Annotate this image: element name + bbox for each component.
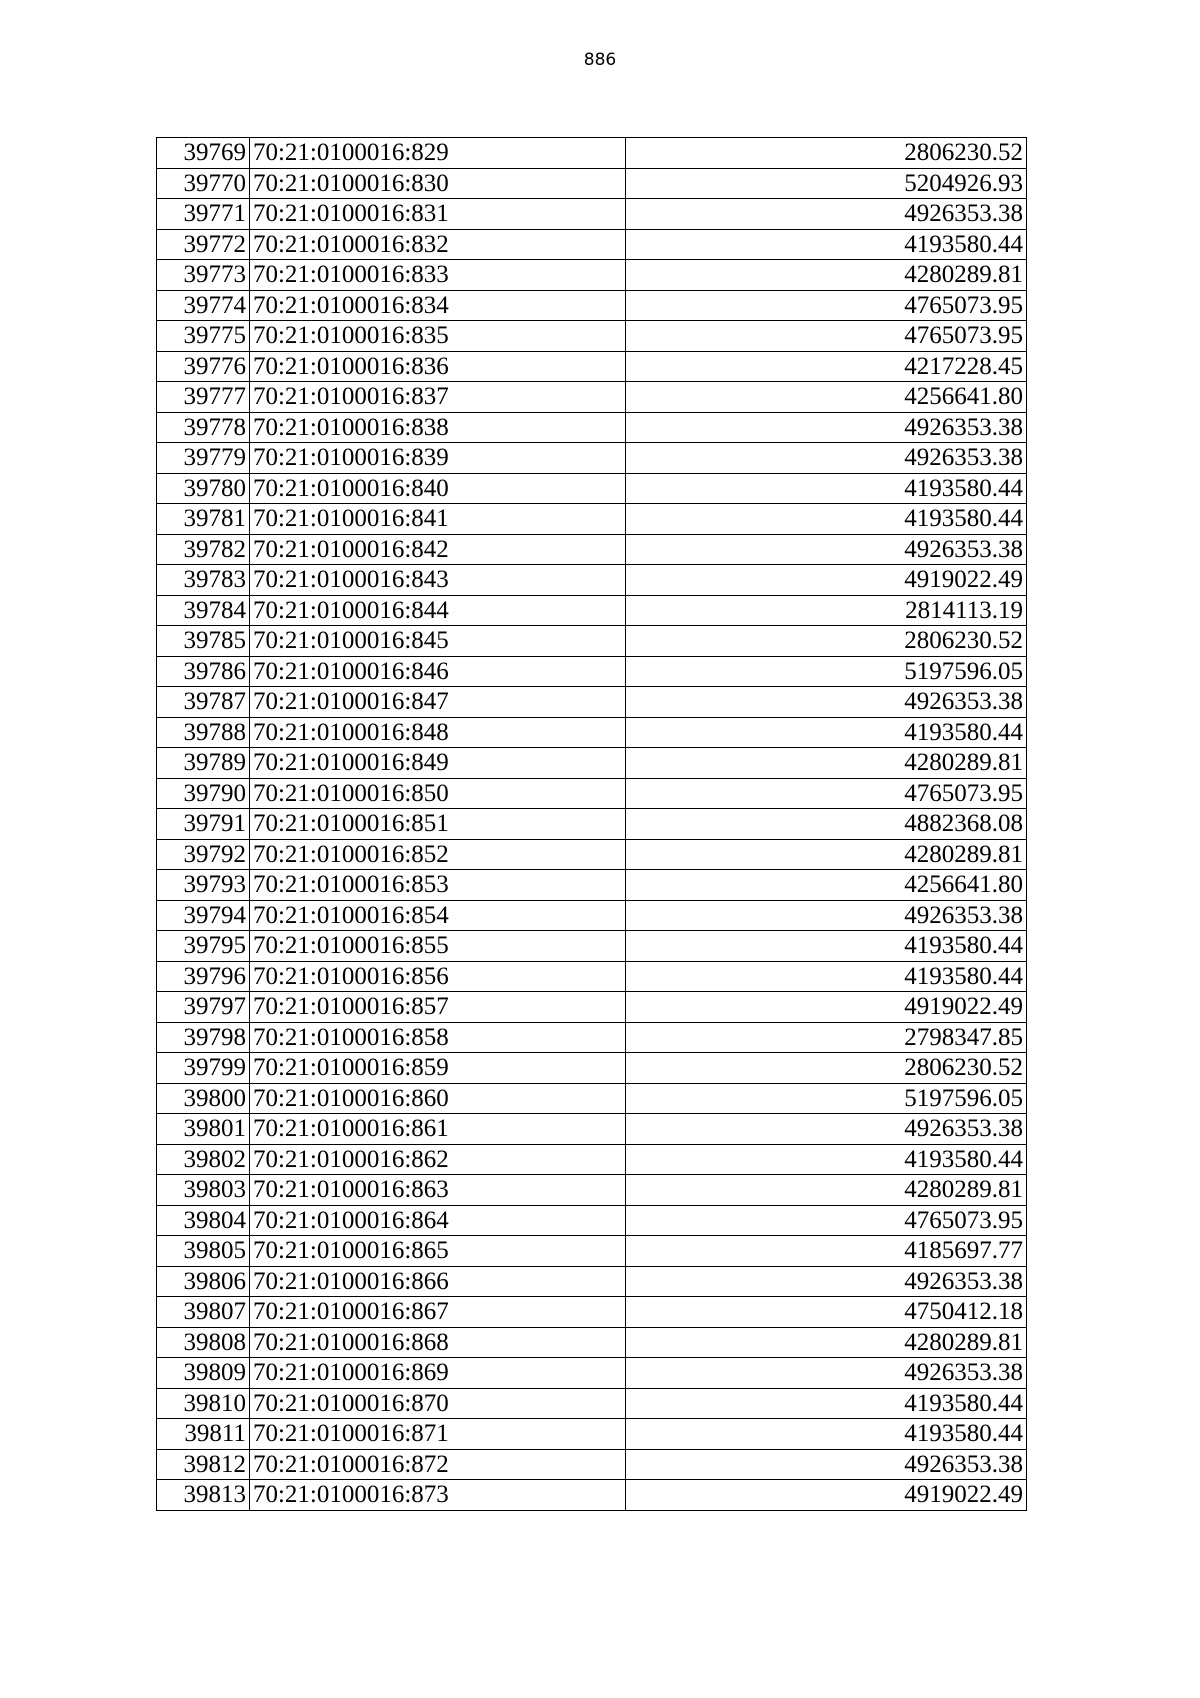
cadastral-value-cell: 4193580.44 [625, 717, 1026, 748]
table-row [157, 534, 1027, 565]
table-row [157, 229, 1027, 260]
cadastral-value-cell: 4256641.80 [625, 382, 1026, 413]
cadastral-number-cell: 70:21:0100016:842 [249, 534, 625, 565]
row-number-cell: 39801 [157, 1114, 250, 1145]
row-number-cell: 39774 [157, 290, 250, 321]
cadastral-number-cell: 70:21:0100016:850 [249, 778, 625, 809]
cadastral-value-cell: 4750412.18 [625, 1297, 1026, 1328]
table-row [157, 656, 1027, 687]
cadastral-number-cell: 70:21:0100016:869 [249, 1358, 625, 1389]
table-row [157, 351, 1027, 382]
cadastral-value-cell: 4193580.44 [625, 504, 1026, 535]
cadastral-number-cell: 70:21:0100016:830 [249, 168, 625, 199]
cadastral-number-cell: 70:21:0100016:864 [249, 1205, 625, 1236]
table-row [157, 504, 1027, 535]
table-row [157, 626, 1027, 657]
cadastral-value-cell: 4193580.44 [625, 1419, 1026, 1450]
table-row [157, 595, 1027, 626]
table-row [157, 1358, 1027, 1389]
row-number-cell: 39792 [157, 839, 250, 870]
row-number-cell: 39807 [157, 1297, 250, 1328]
cadastral-number-cell: 70:21:0100016:858 [249, 1022, 625, 1053]
cadastral-value-cell: 4217228.45 [625, 351, 1026, 382]
table-row [157, 1114, 1027, 1145]
row-number-cell: 39799 [157, 1053, 250, 1084]
cadastral-value-cell: 4193580.44 [625, 1144, 1026, 1175]
table-row [157, 290, 1027, 321]
table-row [157, 1053, 1027, 1084]
cadastral-value-cell: 4765073.95 [625, 1205, 1026, 1236]
cadastral-number-cell: 70:21:0100016:833 [249, 260, 625, 291]
cadastral-value-cell: 4280289.81 [625, 1175, 1026, 1206]
row-number-cell: 39780 [157, 473, 250, 504]
page-number: 886 [583, 50, 617, 70]
cadastral-value-cell: 4926353.38 [625, 900, 1026, 931]
cadastral-number-cell: 70:21:0100016:845 [249, 626, 625, 657]
cadastral-value-cell: 4882368.08 [625, 809, 1026, 840]
table-row [157, 1297, 1027, 1328]
cadastral-value-cell: 2806230.52 [625, 1053, 1026, 1084]
cadastral-number-cell: 70:21:0100016:849 [249, 748, 625, 779]
cadastral-value-cell: 4765073.95 [625, 290, 1026, 321]
row-number-cell: 39804 [157, 1205, 250, 1236]
cadastral-number-cell: 70:21:0100016:843 [249, 565, 625, 596]
table-row [157, 992, 1027, 1023]
cadastral-value-cell: 4926353.38 [625, 443, 1026, 474]
row-number-cell: 39790 [157, 778, 250, 809]
cadastral-number-cell: 70:21:0100016:859 [249, 1053, 625, 1084]
row-number-cell: 39787 [157, 687, 250, 718]
cadastral-number-cell: 70:21:0100016:846 [249, 656, 625, 687]
cadastral-value-cell: 4193580.44 [625, 473, 1026, 504]
cadastral-number-cell: 70:21:0100016:857 [249, 992, 625, 1023]
cadastral-number-cell: 70:21:0100016:834 [249, 290, 625, 321]
cadastral-number-cell: 70:21:0100016:832 [249, 229, 625, 260]
cadastral-number-cell: 70:21:0100016:868 [249, 1327, 625, 1358]
cadastral-number-cell: 70:21:0100016:829 [249, 138, 625, 169]
cadastral-number-cell: 70:21:0100016:863 [249, 1175, 625, 1206]
cadastral-value-cell: 4765073.95 [625, 321, 1026, 352]
cadastral-value-cell: 4926353.38 [625, 687, 1026, 718]
cadastral-value-cell: 4926353.38 [625, 412, 1026, 443]
table-row [157, 565, 1027, 596]
table-row [157, 1236, 1027, 1267]
cadastral-number-cell: 70:21:0100016:855 [249, 931, 625, 962]
row-number-cell: 39793 [157, 870, 250, 901]
row-number-cell: 39791 [157, 809, 250, 840]
cadastral-number-cell: 70:21:0100016:838 [249, 412, 625, 443]
cadastral-value-cell: 4926353.38 [625, 1266, 1026, 1297]
table-row [157, 717, 1027, 748]
cadastral-value-table [156, 137, 1027, 1511]
row-number-cell: 39789 [157, 748, 250, 779]
table-row [157, 168, 1027, 199]
row-number-cell: 39795 [157, 931, 250, 962]
cadastral-number-cell: 70:21:0100016:856 [249, 961, 625, 992]
row-number-cell: 39770 [157, 168, 250, 199]
cadastral-value-cell: 4926353.38 [625, 1114, 1026, 1145]
table-row [157, 1327, 1027, 1358]
cadastral-value-cell: 4926353.38 [625, 1358, 1026, 1389]
row-number-cell: 39812 [157, 1449, 250, 1480]
cadastral-value-cell: 5204926.93 [625, 168, 1026, 199]
cadastral-number-cell: 70:21:0100016:835 [249, 321, 625, 352]
row-number-cell: 39798 [157, 1022, 250, 1053]
cadastral-value-cell: 4280289.81 [625, 839, 1026, 870]
table-row [157, 412, 1027, 443]
table-row [157, 809, 1027, 840]
row-number-cell: 39808 [157, 1327, 250, 1358]
row-number-cell: 39769 [157, 138, 250, 169]
cadastral-value-cell: 4926353.38 [625, 534, 1026, 565]
row-number-cell: 39782 [157, 534, 250, 565]
row-number-cell: 39800 [157, 1083, 250, 1114]
table-row [157, 870, 1027, 901]
row-number-cell: 39802 [157, 1144, 250, 1175]
table-row [157, 1480, 1027, 1511]
table-row [157, 1022, 1027, 1053]
table-row [157, 778, 1027, 809]
row-number-cell: 39778 [157, 412, 250, 443]
table-row [157, 931, 1027, 962]
row-number-cell: 39788 [157, 717, 250, 748]
row-number-cell: 39811 [157, 1419, 250, 1450]
table-row [157, 1266, 1027, 1297]
table-row [157, 1449, 1027, 1480]
table-row [157, 321, 1027, 352]
cadastral-value-cell: 4256641.80 [625, 870, 1026, 901]
row-number-cell: 39775 [157, 321, 250, 352]
cadastral-number-cell: 70:21:0100016:861 [249, 1114, 625, 1145]
cadastral-value-cell: 5197596.05 [625, 656, 1026, 687]
row-number-cell: 39773 [157, 260, 250, 291]
cadastral-value-cell: 5197596.05 [625, 1083, 1026, 1114]
cadastral-value-cell: 4185697.77 [625, 1236, 1026, 1267]
cadastral-value-cell: 4919022.49 [625, 565, 1026, 596]
row-number-cell: 39785 [157, 626, 250, 657]
row-number-cell: 39805 [157, 1236, 250, 1267]
row-number-cell: 39809 [157, 1358, 250, 1389]
cadastral-number-cell: 70:21:0100016:871 [249, 1419, 625, 1450]
cadastral-number-cell: 70:21:0100016:837 [249, 382, 625, 413]
cadastral-number-cell: 70:21:0100016:870 [249, 1388, 625, 1419]
row-number-cell: 39797 [157, 992, 250, 1023]
cadastral-number-cell: 70:21:0100016:872 [249, 1449, 625, 1480]
row-number-cell: 39794 [157, 900, 250, 931]
table-row [157, 1144, 1027, 1175]
cadastral-value-cell: 4280289.81 [625, 260, 1026, 291]
row-number-cell: 39784 [157, 595, 250, 626]
cadastral-number-cell: 70:21:0100016:841 [249, 504, 625, 535]
cadastral-number-cell: 70:21:0100016:851 [249, 809, 625, 840]
cadastral-number-cell: 70:21:0100016:862 [249, 1144, 625, 1175]
cadastral-value-cell: 2798347.85 [625, 1022, 1026, 1053]
cadastral-number-cell: 70:21:0100016:848 [249, 717, 625, 748]
cadastral-number-cell: 70:21:0100016:840 [249, 473, 625, 504]
cadastral-number-cell: 70:21:0100016:854 [249, 900, 625, 931]
table-row [157, 1083, 1027, 1114]
row-number-cell: 39806 [157, 1266, 250, 1297]
cadastral-number-cell: 70:21:0100016:873 [249, 1480, 625, 1511]
table-row [157, 260, 1027, 291]
cadastral-value-cell: 4193580.44 [625, 961, 1026, 992]
row-number-cell: 39771 [157, 199, 250, 230]
cadastral-value-cell: 4926353.38 [625, 1449, 1026, 1480]
cadastral-value-cell: 2814113.19 [625, 595, 1026, 626]
row-number-cell: 39783 [157, 565, 250, 596]
row-number-cell: 39776 [157, 351, 250, 382]
cadastral-number-cell: 70:21:0100016:860 [249, 1083, 625, 1114]
table-row [157, 961, 1027, 992]
table-row [157, 1419, 1027, 1450]
cadastral-number-cell: 70:21:0100016:867 [249, 1297, 625, 1328]
cadastral-value-cell: 4919022.49 [625, 992, 1026, 1023]
table-row [157, 473, 1027, 504]
cadastral-number-cell: 70:21:0100016:847 [249, 687, 625, 718]
row-number-cell: 39810 [157, 1388, 250, 1419]
table-body [157, 138, 1027, 1511]
row-number-cell: 39779 [157, 443, 250, 474]
row-number-cell: 39796 [157, 961, 250, 992]
row-number-cell: 39803 [157, 1175, 250, 1206]
row-number-cell: 39772 [157, 229, 250, 260]
cadastral-number-cell: 70:21:0100016:831 [249, 199, 625, 230]
cadastral-value-cell: 4193580.44 [625, 1388, 1026, 1419]
cadastral-value-cell: 4765073.95 [625, 778, 1026, 809]
cadastral-value-cell: 4280289.81 [625, 1327, 1026, 1358]
table-row [157, 839, 1027, 870]
table-row [157, 443, 1027, 474]
table-row [157, 138, 1027, 169]
cadastral-value-cell: 4193580.44 [625, 229, 1026, 260]
cadastral-value-cell: 2806230.52 [625, 626, 1026, 657]
table-row [157, 199, 1027, 230]
cadastral-value-cell: 2806230.52 [625, 138, 1026, 169]
cadastral-number-cell: 70:21:0100016:844 [249, 595, 625, 626]
table-row [157, 382, 1027, 413]
row-number-cell: 39781 [157, 504, 250, 535]
cadastral-number-cell: 70:21:0100016:866 [249, 1266, 625, 1297]
cadastral-number-cell: 70:21:0100016:836 [249, 351, 625, 382]
cadastral-number-cell: 70:21:0100016:839 [249, 443, 625, 474]
table-row [157, 687, 1027, 718]
cadastral-value-cell: 4193580.44 [625, 931, 1026, 962]
table-row [157, 900, 1027, 931]
table-row [157, 1175, 1027, 1206]
table-row [157, 748, 1027, 779]
cadastral-number-cell: 70:21:0100016:853 [249, 870, 625, 901]
table-row [157, 1388, 1027, 1419]
cadastral-number-cell: 70:21:0100016:865 [249, 1236, 625, 1267]
row-number-cell: 39786 [157, 656, 250, 687]
row-number-cell: 39813 [157, 1480, 250, 1511]
cadastral-value-cell: 4919022.49 [625, 1480, 1026, 1511]
row-number-cell: 39777 [157, 382, 250, 413]
cadastral-number-cell: 70:21:0100016:852 [249, 839, 625, 870]
table-row [157, 1205, 1027, 1236]
cadastral-value-cell: 4926353.38 [625, 199, 1026, 230]
cadastral-value-cell: 4280289.81 [625, 748, 1026, 779]
